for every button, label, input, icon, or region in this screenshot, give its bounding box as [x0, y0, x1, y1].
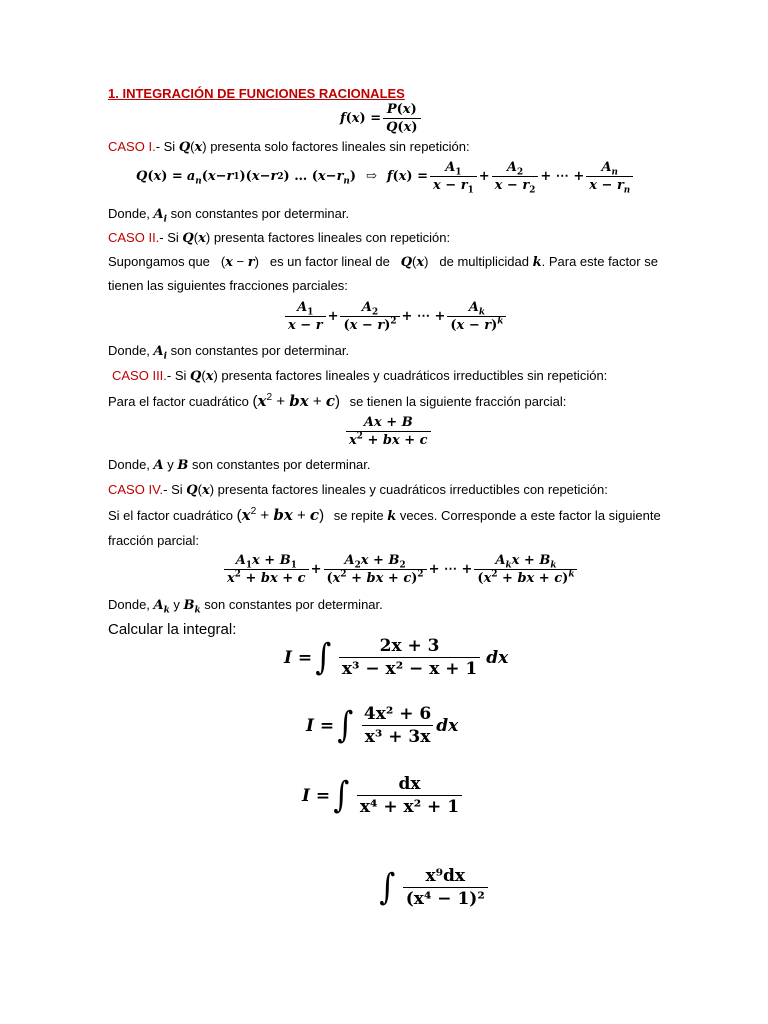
text: y — [173, 597, 180, 612]
caso-4-line1: Si el factor cuadrático ($x^2$ + bx + c) se repite k veces. Corresponde a este factor la siguiente — [108, 506, 661, 524]
caso-2-label: CASO II. — [108, 230, 160, 245]
text: fracción parcial: — [108, 533, 200, 548]
integral-3: I = ∫ $\frac{dx}{\text{x⁴ + x² + 1}}$ — [302, 774, 464, 817]
caso-1-formula: Q ( x ) = $a_n$ ( x − r 1 )( x − r 2 ) … ( x − $r_n$ ) ⇨ f ( x ) = $\frac{A_1}{x - r_1}$ + $\frac{A_2}{x - r_2}$ + ⋯ + $\frac{A_n}{x - r_n}$ — [136, 160, 635, 193]
caso-3-line1: Para el factor cuadrático ($x^2$ + bx + c) se tienen la siguiente fracción parcial: — [108, 392, 567, 410]
f-definition: f ( x ) = $\frac{P(x)}{Q(x)}$ — [340, 102, 423, 135]
caso-4-heading: CASO IV.- Si Q(x) presenta factores lineales y cuadráticos irreductibles con repetición: — [108, 482, 608, 498]
text: se repite — [333, 508, 384, 523]
section-title-text: 1. INTEGRACIÓN DE FUNCIONES RACIONALES — [108, 86, 405, 101]
text: son constantes por determinar. — [204, 597, 383, 612]
text: tienen las siguientes fracciones parciales: — [108, 278, 348, 293]
text: . Para este factor se — [541, 254, 658, 269]
caso-3-formula: $\frac{Ax + B}{x^2 + bx + c}$ — [344, 415, 433, 448]
text: - Si — [155, 139, 176, 154]
caso-4-label: CASO IV. — [108, 482, 164, 497]
caso-3-donde: Donde, A y B son constantes por determinar. — [108, 457, 371, 473]
text: dx — [436, 715, 459, 736]
text: Calcular la integral: — [108, 621, 237, 638]
text: de multiplicidad — [439, 254, 529, 269]
integral-2: I = ∫ $\frac{\text{4x² + 6}}{\text{x³ + 3x}}$ dx — [306, 704, 459, 747]
text: - Si — [159, 230, 179, 245]
text: son constantes por determinar. — [170, 206, 350, 221]
text: Donde, — [108, 206, 150, 221]
text: - Si — [166, 368, 187, 383]
caso-1-donde: Donde, $A_i$ son constantes por determinar. — [108, 206, 350, 225]
caso-3-heading: CASO III.- Si Q(x) presenta factores lineales y cuadráticos irreductibles sin repetición: — [112, 368, 608, 384]
text: son constantes por determinar. — [192, 457, 371, 472]
text: 2x + 3 — [379, 636, 440, 656]
text: es un factor lineal de — [269, 254, 390, 269]
section-title — [108, 86, 405, 102]
caso-2-line2 — [108, 278, 348, 294]
text: Si el factor cuadrático — [108, 508, 234, 523]
text: I = — [284, 647, 313, 668]
text: 4x² + 6 — [363, 704, 432, 724]
text: Para el factor cuadrático — [108, 394, 249, 409]
text: presenta factores lineales y cuadráticos irreductibles con repetición: — [217, 482, 608, 497]
text: I = — [302, 785, 331, 806]
caso-1-label: CASO I. — [108, 139, 156, 154]
caso-3-label: CASO III. — [112, 368, 167, 383]
text: veces. Corresponde a este factor la siguiente — [399, 508, 661, 523]
text: I = — [306, 715, 335, 736]
text: dx — [398, 774, 421, 794]
text: Donde, — [108, 597, 150, 612]
calcular-label — [108, 622, 236, 638]
text: Donde, — [108, 343, 150, 358]
text: x⁹dx — [425, 866, 466, 886]
text: x³ + 3x — [362, 725, 434, 747]
text: son constantes por determinar. — [170, 343, 350, 358]
integral-4: ∫ $\frac{\text{x⁹dx}}{\text{(x⁴ − 1)²}}$ — [376, 866, 490, 909]
caso-2-heading: CASO II.- Si Q(x) presenta factores lineales con repetición: — [108, 230, 451, 246]
text: presenta solo factores lineales sin repetición: — [210, 139, 470, 154]
text: dx — [486, 647, 509, 668]
caso-4-donde: Donde, $A_k$ y $B_k$ son constantes por determinar. — [108, 597, 383, 616]
caso-4-formula: $\frac{A_1x + B_1}{x^2 + bx + c}$ + $\frac{A_2x + B_2}{(x^2 + bx + c)^2}$ + ⋯ + $\frac{A_kx + B_k}{(x^2 + bx + c)^k}$ — [222, 553, 579, 586]
caso-2-line1: Supongamos que (x − r) es un factor lineal de Q(x) de multiplicidad k. Para este factor se — [108, 254, 658, 270]
caso-1-heading: CASO I.- Si Q(x) presenta solo factores lineales sin repetición: — [108, 139, 470, 155]
text: presenta factores lineales y cuadráticos irreductibles sin repetición: — [221, 368, 608, 383]
caso-4-line2 — [108, 533, 199, 549]
caso-2-formula: $\frac{A_1}{x - r}$ + $\frac{A_2}{(x - r)^2}$ + ⋯ + $\frac{A_k}{(x - r)^k}$ — [283, 300, 508, 333]
text: y — [167, 457, 174, 472]
text: x⁴ + x² + 1 — [357, 795, 462, 817]
text: se tienen la siguiente fracción parcial: — [349, 394, 567, 409]
text: (x⁴ − 1)² — [403, 887, 488, 909]
text: - Si — [163, 482, 183, 497]
text: Donde, — [108, 457, 150, 472]
text: presenta factores lineales con repetición: — [213, 230, 451, 245]
caso-2-donde: Donde, $A_i$ son constantes por determinar. — [108, 343, 350, 362]
integral-1: I = ∫ $\frac{2x + 3}{\text{x³ − x² − x + 1}}$ dx — [284, 636, 509, 679]
text: x³ − x² − x + 1 — [339, 657, 480, 679]
text: Supongamos que — [108, 254, 210, 269]
